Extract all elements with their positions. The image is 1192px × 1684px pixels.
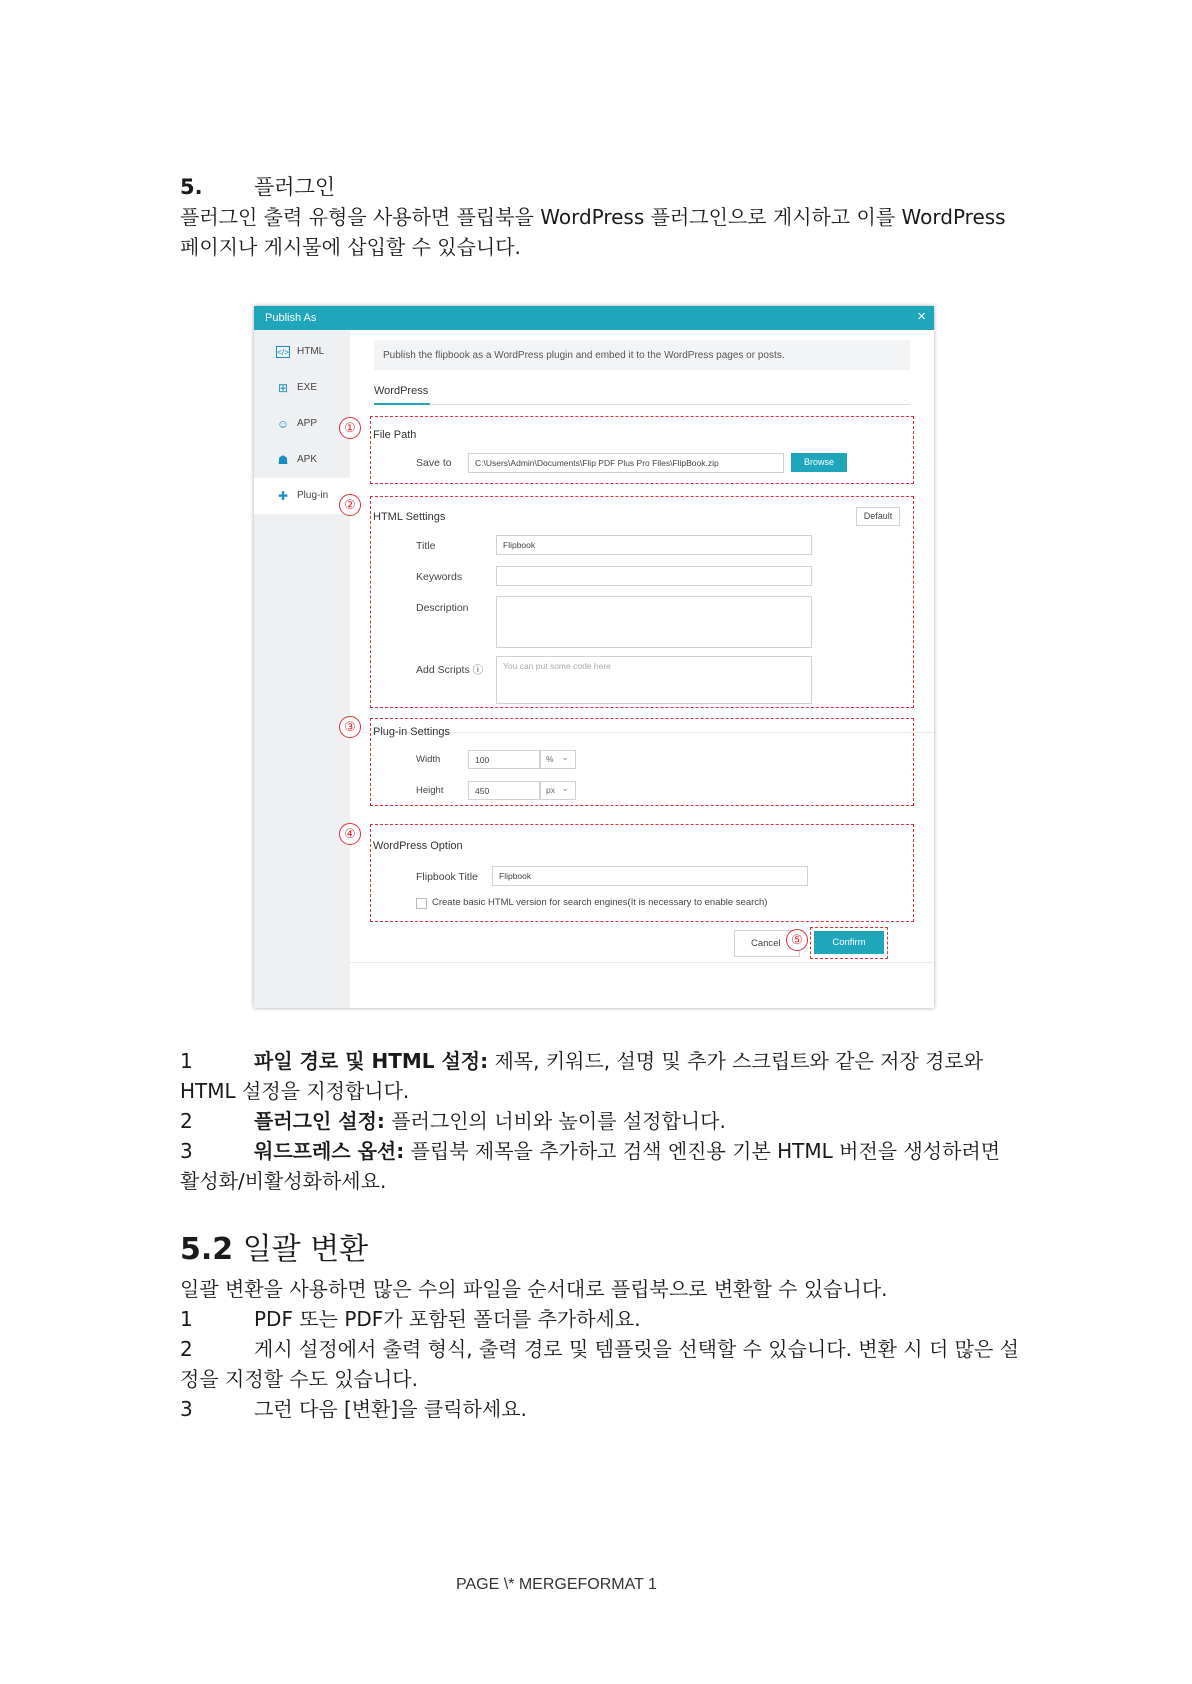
list-item: 3 그런 다음 [변환]을 클릭하세요. (180, 1397, 527, 1421)
marker-3: ③ (339, 716, 361, 738)
description-label: Description (416, 602, 469, 614)
browse-button[interactable]: Browse (791, 453, 847, 472)
puzzle-icon: ✚ (277, 489, 289, 503)
sidebar-item-app[interactable]: ☺ APP (276, 417, 318, 431)
list-item: 2 게시 설정에서 출력 형식, 출력 경로 및 템플릿을 선택할 수 있습니다. 변환 시 더 많은 설정을 지정할 수도 있습니다. (180, 1337, 1019, 1391)
dialog-titlebar (254, 306, 934, 330)
document-body (180, 172, 1020, 262)
html-icon: </> (277, 348, 289, 357)
plugin-settings-highlight (370, 718, 914, 806)
tab-active-indicator (374, 403, 430, 405)
sidebar-item-exe[interactable]: ⊞ EXE (277, 381, 318, 395)
notice-bar: Publish the flipbook as a WordPress plugin and embed it to the WordPress pages or posts. (374, 340, 910, 370)
plugin-settings-heading: Plug-in Settings (373, 726, 451, 738)
list-item: 1 PDF 또는 PDF가 포함된 폴더를 추가하세요. (180, 1307, 641, 1331)
tab-wordpress[interactable]: WordPress (374, 385, 429, 397)
title-label: Title (416, 540, 436, 552)
list-1 (180, 1046, 1020, 1424)
close-icon[interactable]: × (917, 308, 926, 325)
page-footer: PAGE \* MERGEFORMAT 1 (456, 1576, 657, 1593)
publish-dialog-screenshot (254, 306, 934, 1008)
height-label: Height (416, 785, 444, 796)
keywords-input[interactable] (496, 566, 812, 586)
width-label: Width (416, 754, 441, 765)
cancel-button[interactable]: Cancel (734, 930, 800, 957)
chevron-down-icon: ⌄ (561, 783, 569, 793)
width-unit-select[interactable]: % ⌄ (540, 750, 576, 769)
list-item: 2 플러그인 설정: 플러그인의 너비와 높이를 설정합니다. (180, 1109, 726, 1133)
sidebar-item-plugin[interactable]: ✚ Plug-in (254, 478, 350, 514)
section-5-heading: 5. 플러그인 (180, 175, 336, 199)
height-unit-select[interactable]: px ⌄ (540, 781, 576, 800)
add-scripts-textarea[interactable]: You can put some code here (496, 656, 812, 704)
height-input[interactable]: 450 (468, 781, 540, 800)
html-settings-heading: HTML Settings (373, 511, 446, 523)
dialog-title: Publish As (265, 312, 317, 324)
android-icon: ☗ (277, 453, 289, 467)
sidebar-item-apk[interactable]: ☗ APK (277, 453, 318, 467)
save-to-input[interactable]: C:\Users\Admin\Documents\Flip PDF Plus Pro Files\FlipBook.zip (468, 453, 784, 473)
list-item: 1 파일 경로 및 HTML 설정: 제목, 키워드, 설명 및 추가 스크립트와 같은 저장 경로와 HTML 설정을 지정합니다. (180, 1049, 984, 1103)
marker-1: ① (339, 417, 361, 439)
wordpress-option-heading: WordPress Option (373, 840, 463, 852)
list-item: 3 워드프레스 옵션: 플립북 제목을 추가하고 검색 엔진용 기본 HTML 버전을 생성하려면 활성화/비활성화하세요. (180, 1139, 1001, 1193)
confirm-button[interactable]: Confirm (814, 931, 884, 954)
main-panel (344, 330, 934, 1008)
keywords-label: Keywords (416, 571, 463, 583)
tab-underline (374, 404, 910, 405)
marker-4: ④ (339, 823, 361, 845)
title-input[interactable]: Flipbook (496, 535, 812, 555)
description-textarea[interactable] (496, 596, 812, 648)
marker-2: ② (339, 494, 361, 516)
flipbook-title-input[interactable]: Flipbook (492, 866, 808, 886)
sidebar-item-html[interactable]: </> HTML (277, 346, 325, 357)
file-path-highlight (370, 416, 914, 484)
sidebar (254, 330, 350, 1008)
default-button[interactable]: Default (856, 507, 900, 526)
search-html-checkbox-label: Create basic HTML version for search engines(It is necessary to enable search) (432, 897, 768, 908)
section-5-2-intro: 일괄 변환을 사용하면 많은 수의 파일을 순서대로 플립북으로 변환할 수 있습니다. (180, 1277, 888, 1301)
width-input[interactable]: 100 (468, 750, 540, 769)
flipbook-title-label: Flipbook Title (416, 871, 478, 883)
windows-icon: ⊞ (277, 381, 289, 395)
file-path-heading: File Path (373, 429, 417, 441)
section-5-intro: 플러그인 출력 유형을 사용하면 플립북을 WordPress 플러그인으로 게시하고 이를 WordPress 페이지나 게시물에 삽입할 수 있습니다. (180, 205, 1006, 259)
marker-5: ⑤ (786, 929, 808, 951)
add-scripts-label: Add Scripts ⓘ (416, 664, 484, 676)
mac-icon: ☺ (276, 417, 290, 431)
section-5-2-heading: 5.2 일괄 변환 (180, 1232, 369, 1267)
search-html-checkbox[interactable] (416, 898, 427, 909)
chevron-down-icon: ⌄ (561, 752, 569, 762)
save-to-label: Save to (416, 457, 452, 469)
